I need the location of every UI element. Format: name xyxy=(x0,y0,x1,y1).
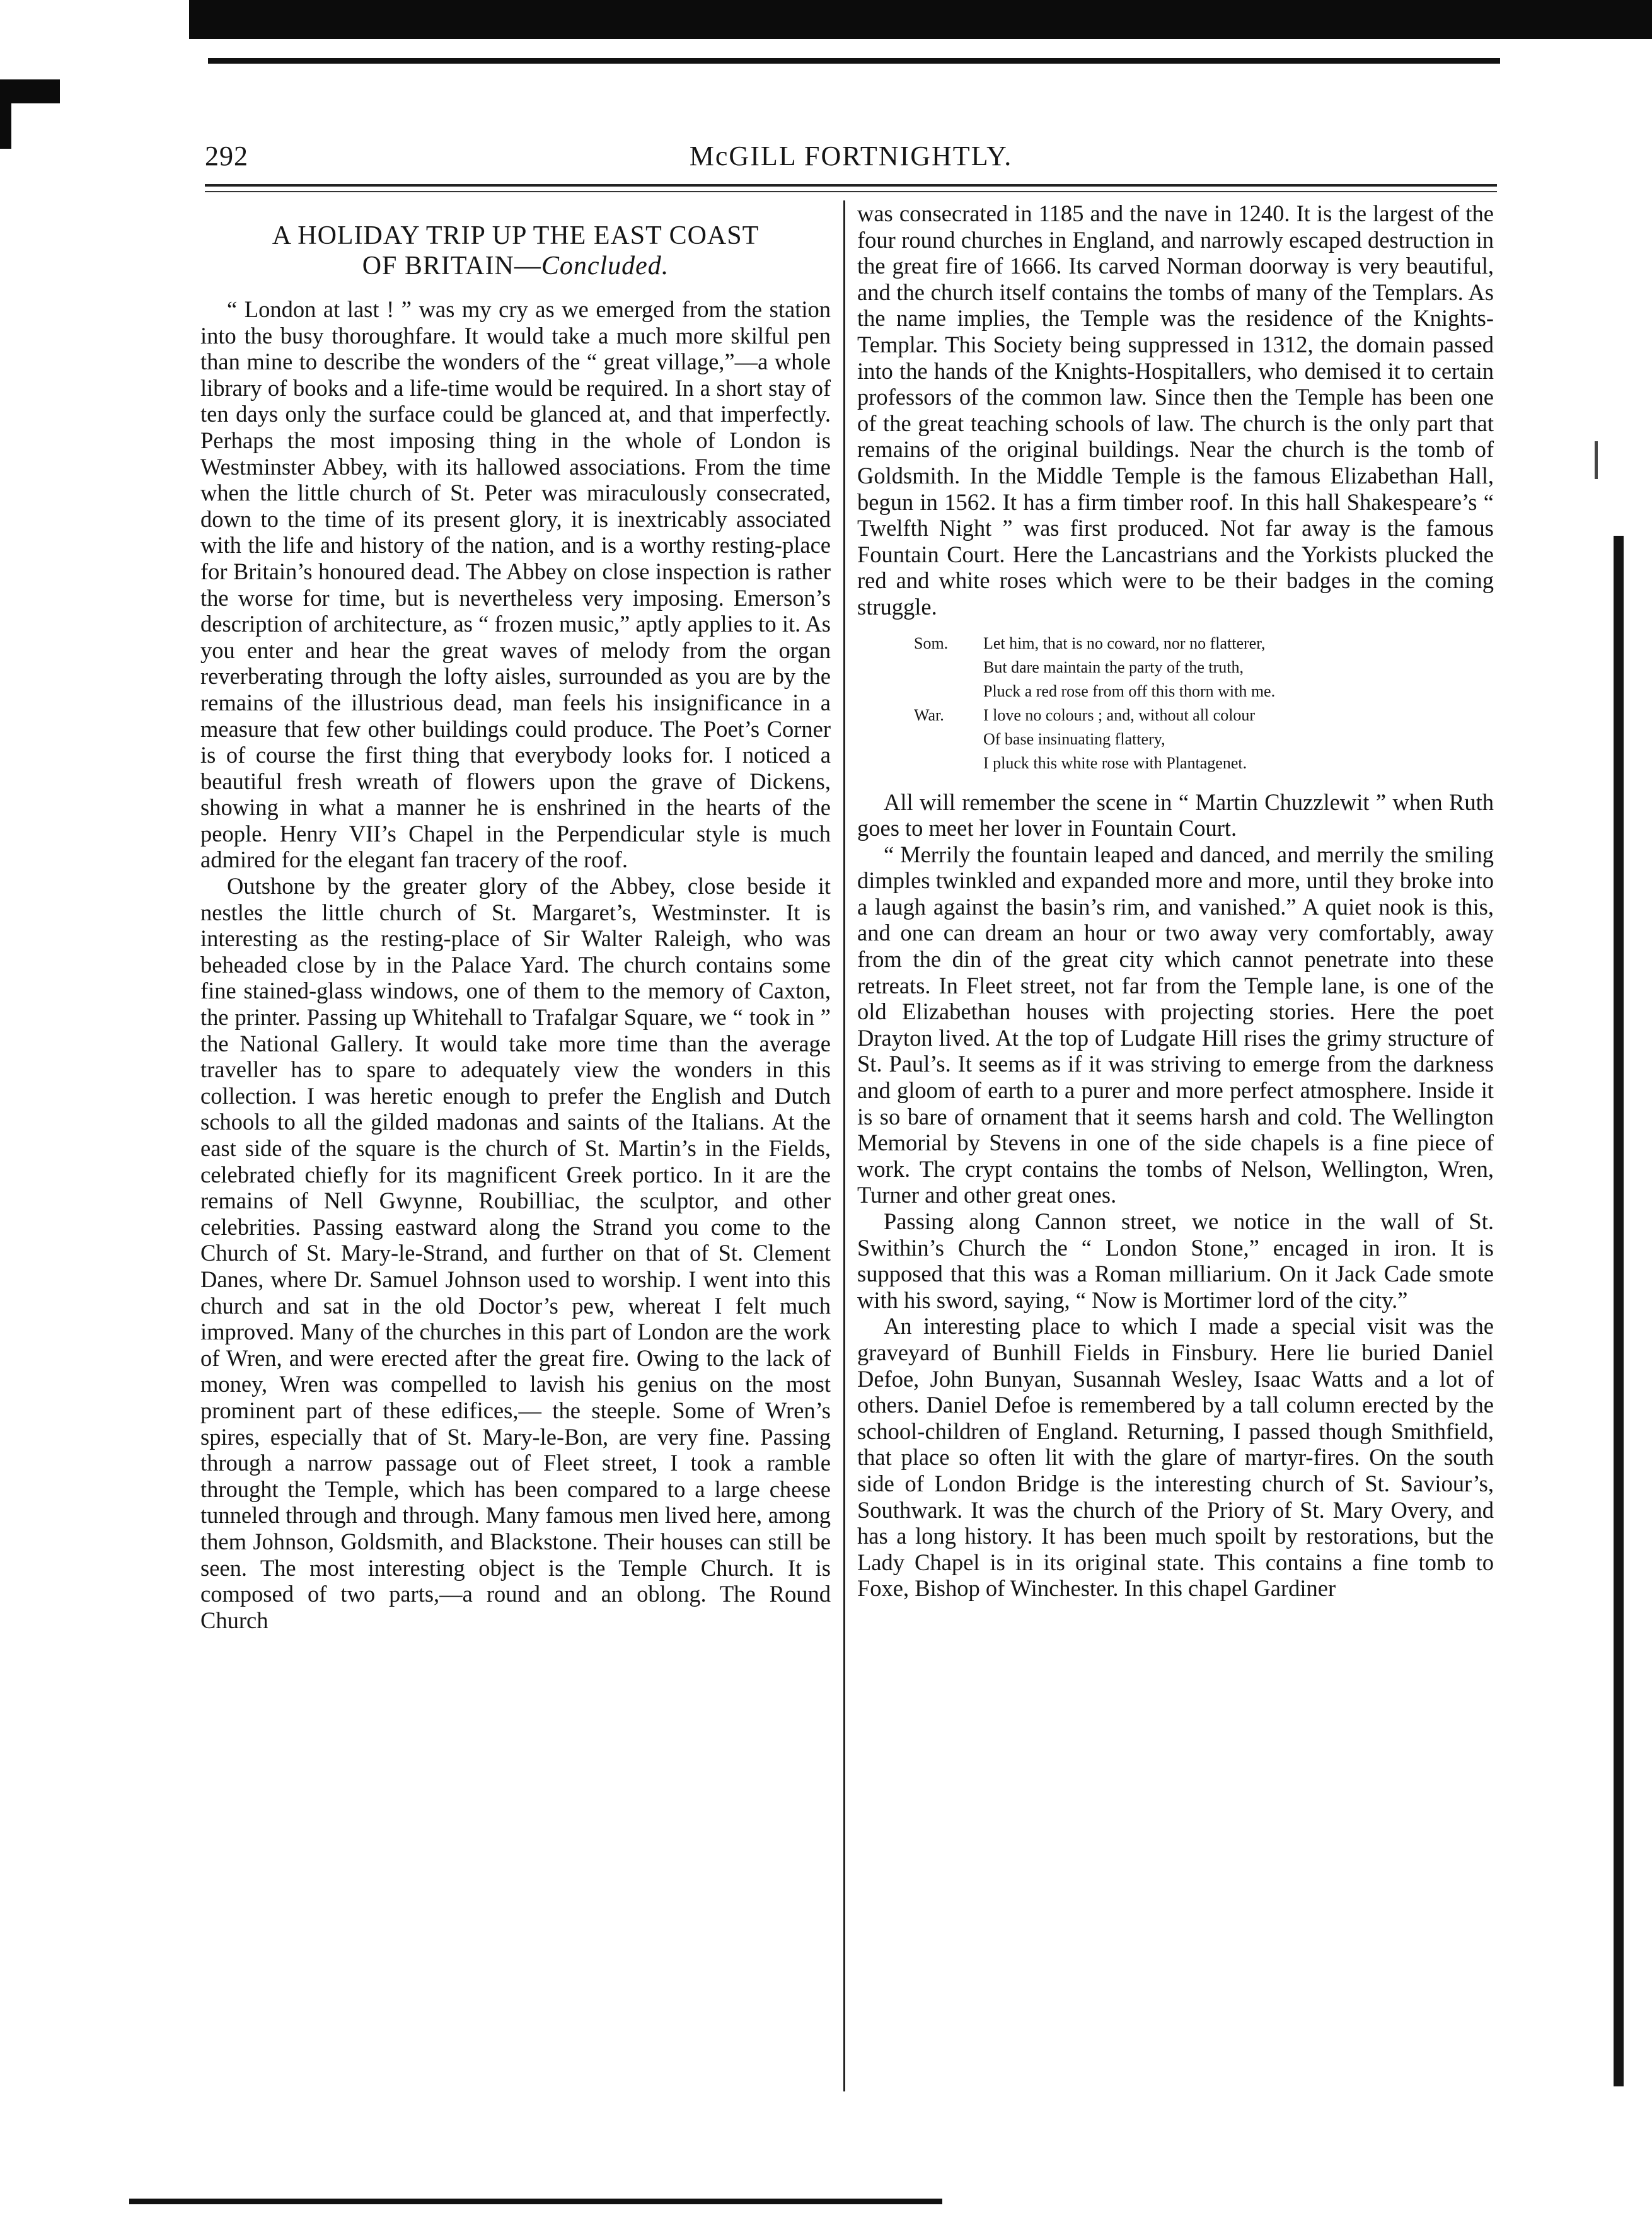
verse-line: I love no colours ; and, without all colour xyxy=(983,705,1256,724)
article-title-line-2 xyxy=(200,251,831,281)
verse-stanza xyxy=(914,703,1494,775)
paragraph: “ London at last ! ” was my cry as we emerged from the station into the busy thoroughfare. It would take a much more skilful pen than mine to describe the wonders of the “ great village,”—a whole library of books and a life-time would be required. In a short stay of ten days only the surface could be glanced at, and that imperfectly. Perhaps the most imposing thing in the whole of London is Westminster Abbey, with its hallowed associations. From the time when the little church of St. Peter was miraculously consecrated, down to the time of its present glory, it is inextricably associated with the life and history of the nation, and is a worthy resting-place for Britain’s honoured dead. The Abbey on close inspection is rather the worse for time, but is nevertheless very imposing. Emerson’s description of architecture, as “ frozen music,” aptly applies to it. As you enter and hear the great waves of melody from the organ reverberating through the lofty aisles, surrounded as you are by the remains of the illustrious dead, man feels his insignificance in a measure that few other buildings could produce. The Poet’s Corner is of course the first thing that everybody looks for. I noticed a beautiful fresh wreath of flowers upon the grave of Dickens, showing in what a manner he is enshrined in the hearts of the people. Henry VII’s Chapel in the Perpendicular style is much admired for the elegant fan tracery of the roof. xyxy=(200,296,831,873)
verse-line: Let him, that is no coward, nor no flatterer, xyxy=(983,633,1266,652)
paragraph: An interesting place to which I made a special visit was the graveyard of Bunhill Fields in Finsbury. Here lie buried Daniel Defoe, John Bunyan, Susannah Wesley, Isaac Watts and a lot of others. Daniel Defoe is remembered by a tall column erected by the school-children of England. Returning, I passed though Smithfield, that place so often lit with the glare of martyr-fires. On the south side of London Bridge is the interesting church of St. Saviour’s, Southwark. It was the church of the Priory of St. Mary Overy, and has a long history. It has been much spoilt by restorations, but the Lady Chapel is in its original state. This contains a fine tomb to Foxe, Bishop of Winchester. In this chapel Gardiner xyxy=(857,1313,1494,1602)
scan-mark-left-vertical xyxy=(0,79,11,149)
article-title-concluded: Concluded. xyxy=(541,252,669,280)
verse-line: I pluck this white rose with Plantagenet. xyxy=(983,753,1247,772)
verse-line: Pluck a red rose from off this thorn with me. xyxy=(983,681,1276,700)
scan-rule-top xyxy=(208,58,1500,64)
header-rule-thick xyxy=(205,184,1497,187)
left-column xyxy=(200,200,831,2098)
paragraph: All will remember the scene in “ Martin Chuzzlewit ” when Ruth goes to meet her lover in Fountain Court. xyxy=(857,789,1494,841)
running-head: McGILL FORTNIGHTLY. xyxy=(689,141,1013,171)
article-title-line-1: A HOLIDAY TRIP UP THE EAST COAST xyxy=(272,221,760,250)
scan-rule-bottom xyxy=(129,2199,942,2204)
verse-quotation xyxy=(914,632,1494,775)
verse-speaker: War. xyxy=(914,705,944,724)
article-title xyxy=(200,221,831,281)
scan-edge-right xyxy=(1614,536,1624,2086)
verse-speaker: Som. xyxy=(914,633,949,652)
column-divider xyxy=(843,200,845,2091)
header-rule-thin xyxy=(205,191,1497,192)
article-title-main: OF BRITAIN— xyxy=(362,252,541,280)
right-column xyxy=(857,200,1494,2098)
page-number: 292 xyxy=(205,141,248,171)
page-header xyxy=(205,140,1497,190)
paragraph: Passing along Cannon street, we notice in the wall of St. Swithin’s Church the “ London Stone,” encaged in iron. It is supposed that this was a Roman milliarium. On it Jack Cade smote with his sword, saying, “ Now is Mortimer lord of the city.” xyxy=(857,1208,1494,1313)
verse-line: But dare maintain the party of the truth, xyxy=(983,657,1244,676)
paragraph: Outshone by the greater glory of the Abbey, close beside it nestles the little church of St. Margaret’s, Westminster. It is interesting as the resting-place of Sir Walter Raleigh, who was beheaded close by in the Palace Yard. The church contains some fine stained-glass windows, one of them to the memory of Caxton, the printer. Passing up Whitehall to Trafalgar Square, we “ took in ” the National Gallery. It would take more time than the average traveller has to spare to adequately view the wonders in this collection. I was heretic enough to prefer the English and Dutch schools to all the gilded madonas and saints of the Italians. At the east side of the square is the church of St. Martin’s in the Fields, celebrated chiefly for its magnificent Greek portico. In it are the remains of Nell Gwynne, Roubilliac, the sculptor, and other celebrities. Passing eastward along the Strand you come to the Church of St. Mary-le-Strand, and further on that of St. Clement Danes, where Dr. Samuel Johnson used to worship. I went into this church and sat in the old Doctor’s pew, whereat I felt much improved. Many of the churches in this part of London are the work of Wren, and were erected after the great fire. Owing to the lack of money, Wren was compelled to lavish his genius on the most prominent part of these edifices,— the steeple. Some of Wren’s spires, especially that of St. Mary-le-Bon, are very fine. Passing through a narrow passage out of Fleet street, I took a ramble throught the Temple, which has been compared to a large cheese tunneled through and through. Many famous men lived here, among them Johnson, Goldsmith, and Blackstone. Their houses can still be seen. The most interesting object is the Temple Church. It is composed of two parts,—a round and an oblong. The Round Church xyxy=(200,873,831,1633)
verse-stanza xyxy=(914,632,1494,703)
paragraph: “ Merrily the fountain leaped and danced, and merrily the smiling dimples twinkled and expanded more and more, until they broke into a laugh against the basin’s rim, and vanished.” A quiet nook is this, and one can dream an hour or two away very comfortably, away from the din of the great city which cannot penetrate into these retreats. In Fleet street, not far from the Temple lane, is one of the old Elizabethan houses with projecting stories. Here the poet Drayton lived. At the top of Ludgate Hill rises the grimy structure of St. Paul’s. It seems as if it was striving to emerge from the darkness and gloom of earth to a purer and more perfect atmosphere. Inside it is so bare of ornament that it seems harsh and cold. The Wellington Memorial by Stevens in one of the side chapels is a fine piece of work. The crypt contains the tombs of Nelson, Wellington, Wren, Turner and other great ones. xyxy=(857,841,1494,1208)
scan-edge-right-small xyxy=(1595,441,1598,479)
scan-border-top xyxy=(189,0,1652,39)
verse-line: Of base insinuating flattery, xyxy=(983,729,1165,748)
paragraph: was consecrated in 1185 and the nave in 1240. It is the largest of the four round churches in England, and narrowly escaped destruction in the great fire of 1666. Its carved Norman doorway is very beautiful, and the church itself contains the tombs of many of the Templars. As the name implies, the Temple was the residence of the Knights-Templar. This Society being suppressed in 1312, the domain passed into the hands of the Knights-Hospitallers, who demised it to certain professors of the common law. Since then the Temple has been one of the great teaching schools of law. The church is the only part that remains of the original buildings. Near the church is the tomb of Goldsmith. In the Middle Temple is the famous Elizabethan Hall, begun in 1562. It has a firm timber roof. In this hall Shakespeare’s “ Twelfth Night ” was first produced. Not far away is the famous Fountain Court. Here the Lancastrians and the Yorkists plucked the red and white roses which were to be their badges in the coming struggle. xyxy=(857,200,1494,620)
